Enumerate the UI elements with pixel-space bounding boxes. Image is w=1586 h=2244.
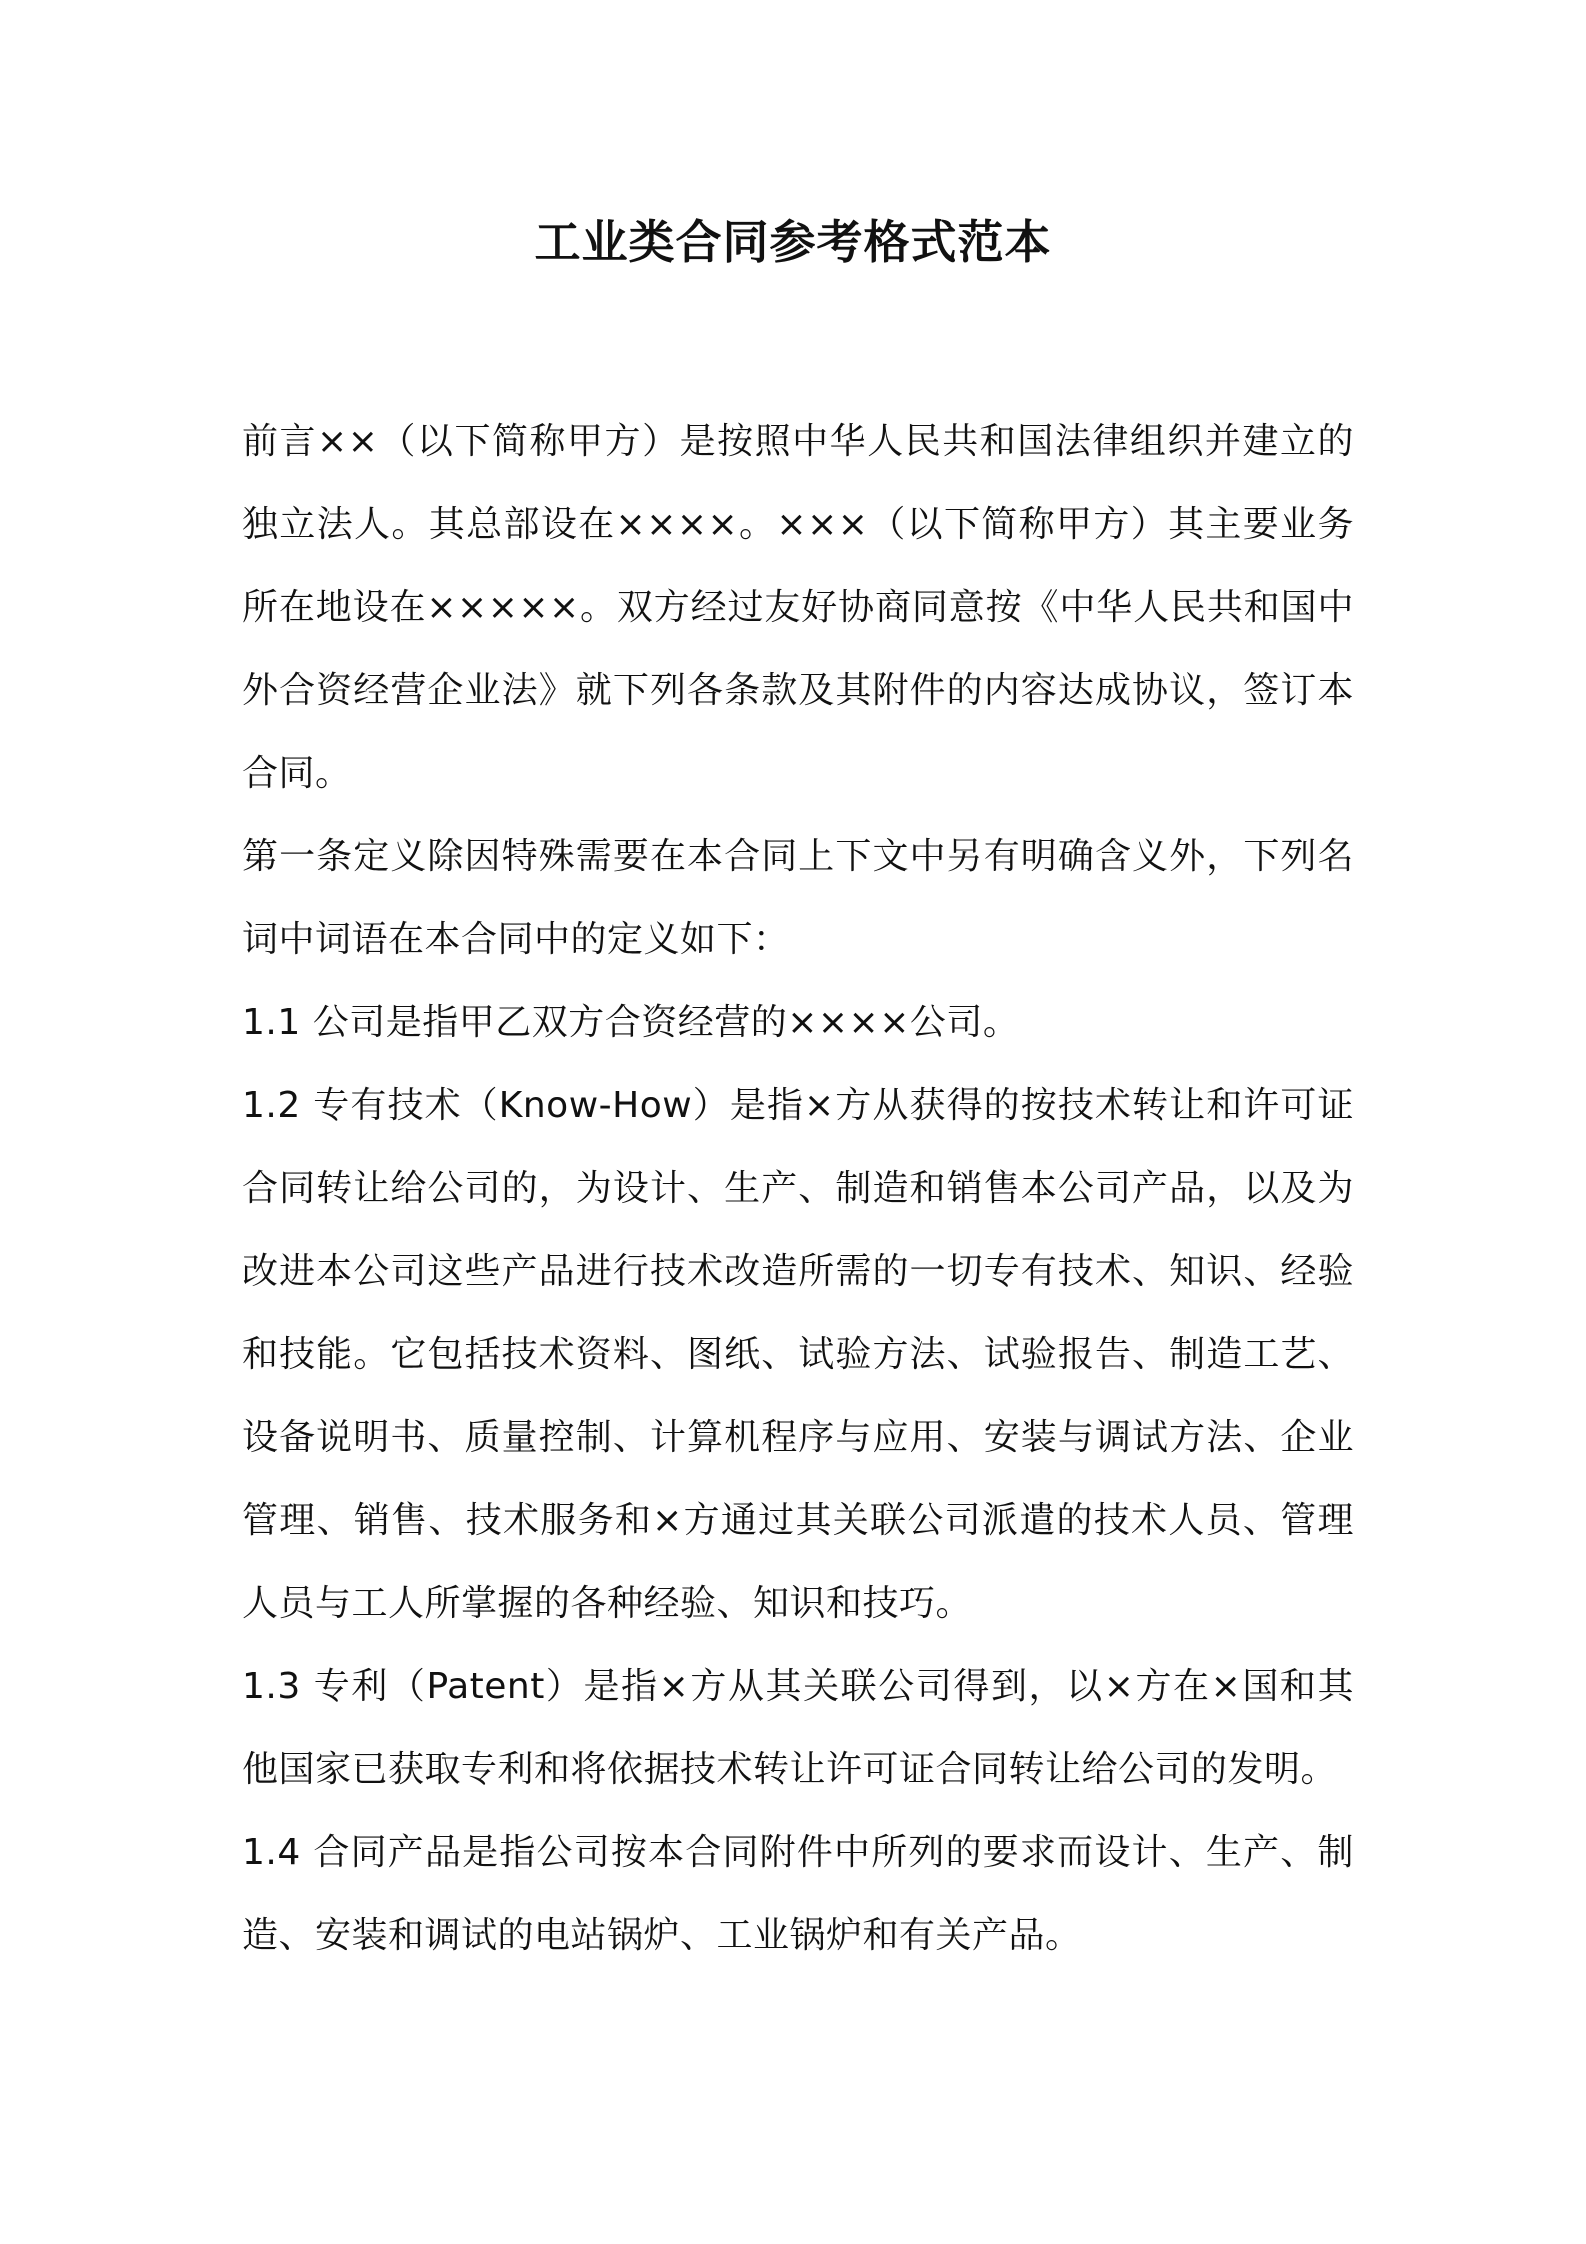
document-title: 工业类合同参考格式范本 <box>534 215 1052 269</box>
preamble-paragraph: 前言××（以下简称甲方）是按照中华人民共和国法律组织并建立的独立法人。其总部设在××××。×××（以下简称甲方）其主要业务所在地设在×××××。双方经过友好协商同意按《中华人民共和国中外合资经营企业法》就下列各条款及其附件的内容达成协议，签订本合同。 <box>242 421 1354 794</box>
article-1-definitions-paragraph: 第一条定义除因特殊需要在本合同上下文中另有明确含义外，下列名词中词语在本合同中的定义如下： <box>242 836 1354 960</box>
clause-1-3-paragraph: 1.3 专利（Patent）是指×方从其关联公司得到，以×方在×国和其他国家已获取专利和将依据技术转让许可证合同转让给公司的发明。 <box>242 1666 1354 1790</box>
clause-1-1-paragraph: 1.1 公司是指甲乙双方合资经营的××××公司。 <box>242 1002 1020 1043</box>
clause-1-4-paragraph: 1.4 合同产品是指公司按本合同附件中所列的要求而设计、生产、制造、安装和调试的电站锅炉、工业锅炉和有关产品。 <box>242 1832 1354 1956</box>
clause-1-2-paragraph: 1.2 专有技术（Know-How）是指×方从获得的按技术转让和许可证合同转让给公司的，为设计、生产、制造和销售本公司产品，以及为改进本公司这些产品进行技术改造所需的一切专有技术、知识、经验和技能。它包括技术资料、图纸、试验方法、试验报告、制造工艺、设备说明书、质量控制、计算机程序与应用、安装与调试方法、企业管理、销售、技术服务和×方通过其关联公司派遣的技术人员、管理人员与工人所掌握的各种经验、知识和技巧。 <box>242 1085 1354 1624</box>
document-body <box>242 400 1354 1977</box>
